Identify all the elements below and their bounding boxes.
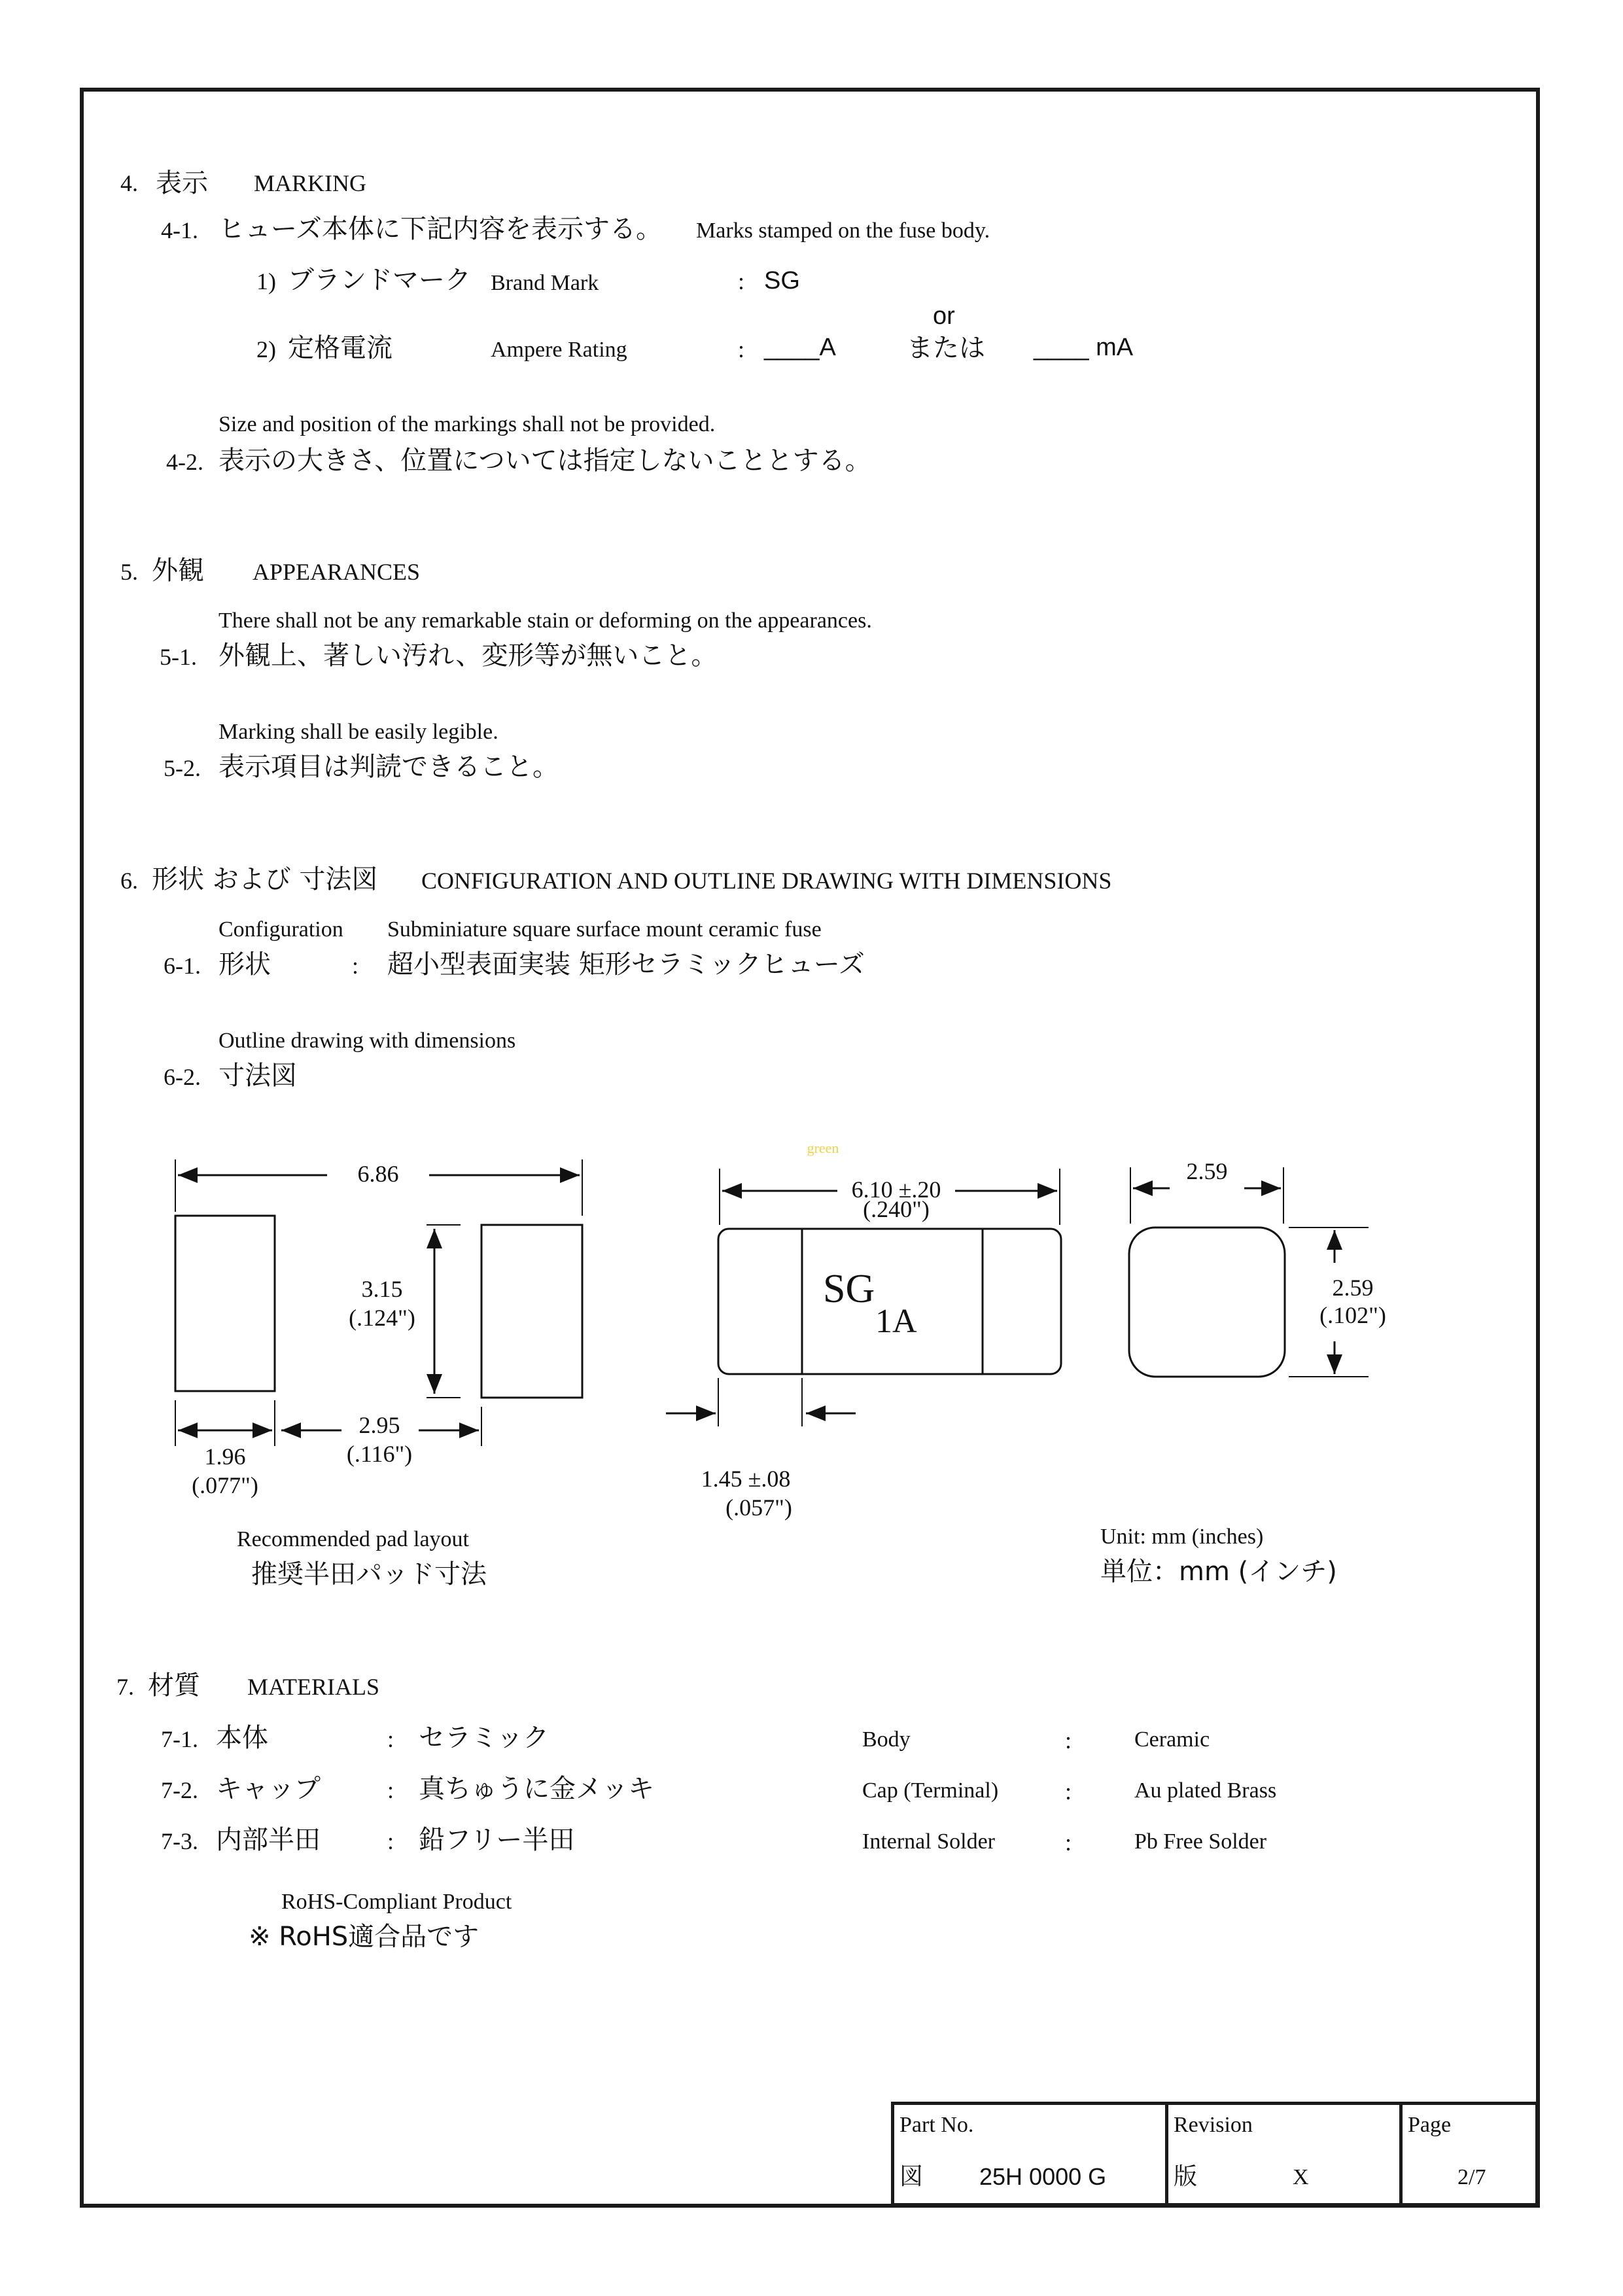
page-label: Page (1408, 2113, 1452, 2137)
cap-length-in-label: (.057") (725, 1494, 792, 1521)
item-6-1-en-value: Subminiature square surface mount ceramic fuse (387, 917, 822, 942)
brand-mark-en: Brand Mark (491, 271, 599, 295)
material-en-value: Pb Free Solder (1134, 1829, 1267, 1854)
fuse-body (718, 1229, 1061, 1374)
rating-number: 2) (256, 336, 276, 362)
item-4-1-en: Marks stamped on the fuse body. (696, 219, 990, 243)
section-6-title-jp: 形状 および 寸法図 (152, 864, 378, 894)
page-cell (1399, 2102, 1539, 2206)
material-colon-2: : (1065, 1829, 1072, 1856)
material-jp-label: 本体 (216, 1723, 268, 1753)
pad-gap-in-label: (.116") (346, 1441, 413, 1467)
item-6-1-jp-value: 超小型表面実装 矩形セラミックヒューズ (387, 949, 865, 980)
section-7-title-jp: 材質 (148, 1670, 200, 1701)
section-5-number: 5. (120, 559, 138, 585)
revision-value: X (1293, 2165, 1309, 2189)
unit-jp: 単位：mm (インチ) (1100, 1557, 1337, 1587)
item-4-2-en: Size and position of the markings shall not be provided. (218, 412, 716, 436)
rating-blank-a: ____A (764, 334, 836, 361)
pad-height-mm-label: 3.15 (361, 1276, 403, 1302)
material-number: 7-2. (161, 1777, 198, 1803)
rohs-en: RoHS-Compliant Product (281, 1890, 512, 1914)
green-stamp: green (807, 1140, 839, 1156)
material-jp-value: セラミック (419, 1723, 550, 1753)
material-en-value: Ceramic (1134, 1727, 1210, 1752)
end-height-in-label: (.102") (1319, 1302, 1386, 1328)
section-7-number: 7. (116, 1674, 134, 1700)
cap-length-label: 1.45 ±.08 (701, 1466, 791, 1492)
fuse-end-view (1129, 1227, 1285, 1377)
brand-mark-jp: ブランドマーク (288, 265, 471, 295)
material-jp-value: 鉛フリー半田 (419, 1825, 575, 1855)
material-colon-2: : (1065, 1778, 1072, 1805)
section-5-title-en: APPEARANCES (253, 559, 421, 585)
end-width-label: 2.59 (1186, 1158, 1228, 1184)
pad-gap-mm-label: 2.95 (358, 1412, 400, 1438)
material-en-value: Au plated Brass (1134, 1778, 1277, 1803)
item-6-2-number: 6-2. (164, 1064, 201, 1090)
revision-label: Revision (1174, 2113, 1253, 2137)
rating-blank-ma: ____ mA (1034, 334, 1134, 361)
body-mark-rating: 1A (875, 1303, 917, 1340)
item-4-2-jp: 表示の大きさ、位置については指定しないこととする。 (218, 446, 871, 476)
item-5-1-jp: 外観上、著しい汚れ、変形等が無いこと。 (218, 641, 718, 671)
brand-mark-colon: : (738, 268, 745, 294)
item-6-2-jp: 寸法図 (218, 1061, 297, 1091)
title-block (891, 2102, 1539, 2206)
material-jp-label: キャップ (216, 1774, 321, 1804)
rating-colon: : (738, 336, 745, 362)
pad-caption-jp: 推奨半田パッド寸法 (251, 1559, 487, 1589)
item-5-2-en: Marking shall be easily legible. (218, 720, 498, 744)
material-colon: : (387, 1777, 394, 1803)
pad-width-in-label: (.077") (192, 1472, 258, 1498)
rohs-jp: ※ RoHS適合品です (249, 1922, 480, 1952)
material-en-label: Internal Solder (862, 1829, 995, 1854)
body-mark-sg: SG (823, 1267, 875, 1311)
item-4-2-number: 4-2. (166, 449, 203, 475)
unit-en: Unit: mm (inches) (1100, 1525, 1264, 1549)
brand-mark-value: SG (764, 267, 800, 294)
right-pad (481, 1225, 582, 1398)
end-height-mm-label: 2.59 (1332, 1275, 1374, 1301)
part-no-jp: 図 (899, 2163, 924, 2190)
item-6-2-en: Outline drawing with dimensions (218, 1029, 516, 1053)
revision-cell (1165, 2102, 1403, 2206)
section-6-number: 6. (120, 868, 138, 894)
rating-or-jp: または (907, 333, 985, 363)
material-colon: : (387, 1828, 394, 1854)
item-4-1-number: 4-1. (161, 217, 198, 243)
rating-or-en: or (933, 302, 955, 330)
section-5-title-jp: 外観 (152, 556, 204, 586)
pad-height-in-label: (.124") (349, 1305, 415, 1331)
page-value: 2/7 (1457, 2165, 1486, 2189)
material-colon: : (387, 1726, 394, 1752)
item-5-2-number: 5-2. (164, 755, 201, 781)
pad-width-mm-label: 1.96 (204, 1443, 246, 1470)
item-6-1-en-label: Configuration (218, 917, 343, 942)
section-4-number: 4. (120, 170, 138, 196)
material-en-label: Body (862, 1727, 911, 1752)
section-7-title-en: MATERIALS (247, 1674, 380, 1700)
material-number: 7-1. (161, 1726, 198, 1752)
part-no-cell (891, 2102, 1168, 2206)
item-6-1-number: 6-1. (164, 953, 201, 979)
section-4-title-jp: 表示 (156, 168, 208, 198)
brand-mark-number: 1) (256, 268, 276, 294)
body-length-label: 6.10 ±.20 (851, 1176, 941, 1203)
section-6-title-en: CONFIGURATION AND OUTLINE DRAWING WITH DIMENSIONS (421, 868, 1112, 894)
revision-jp: 版 (1174, 2163, 1198, 2190)
rating-en: Ampere Rating (491, 338, 627, 362)
item-6-1-jp-label: 形状 (218, 949, 271, 980)
part-no-value: 25H 0000 G (979, 2163, 1107, 2190)
section-4-title-en: MARKING (254, 170, 367, 196)
part-no-label: Part No. (899, 2113, 974, 2137)
item-5-1-number: 5-1. (160, 644, 197, 670)
material-en-label: Cap (Terminal) (862, 1778, 999, 1803)
material-jp-value: 真ちゅうに金メッキ (419, 1774, 654, 1804)
body-length-in-label: (.240") (863, 1196, 930, 1222)
material-colon-2: : (1065, 1727, 1072, 1754)
rating-jp: 定格電流 (288, 333, 393, 363)
left-pad (175, 1216, 275, 1391)
material-number: 7-3. (161, 1828, 198, 1854)
pad-caption-en: Recommended pad layout (237, 1527, 470, 1551)
item-5-1-en: There shall not be any remarkable stain or deforming on the appearances. (218, 609, 872, 633)
item-6-1-colon: : (352, 953, 359, 979)
pad-total-label: 6.86 (357, 1161, 399, 1187)
item-5-2-jp: 表示項目は判読できること。 (218, 752, 559, 782)
item-4-1-jp: ヒューズ本体に下記内容を表示する。 (218, 214, 662, 244)
material-jp-label: 内部半田 (216, 1825, 321, 1855)
